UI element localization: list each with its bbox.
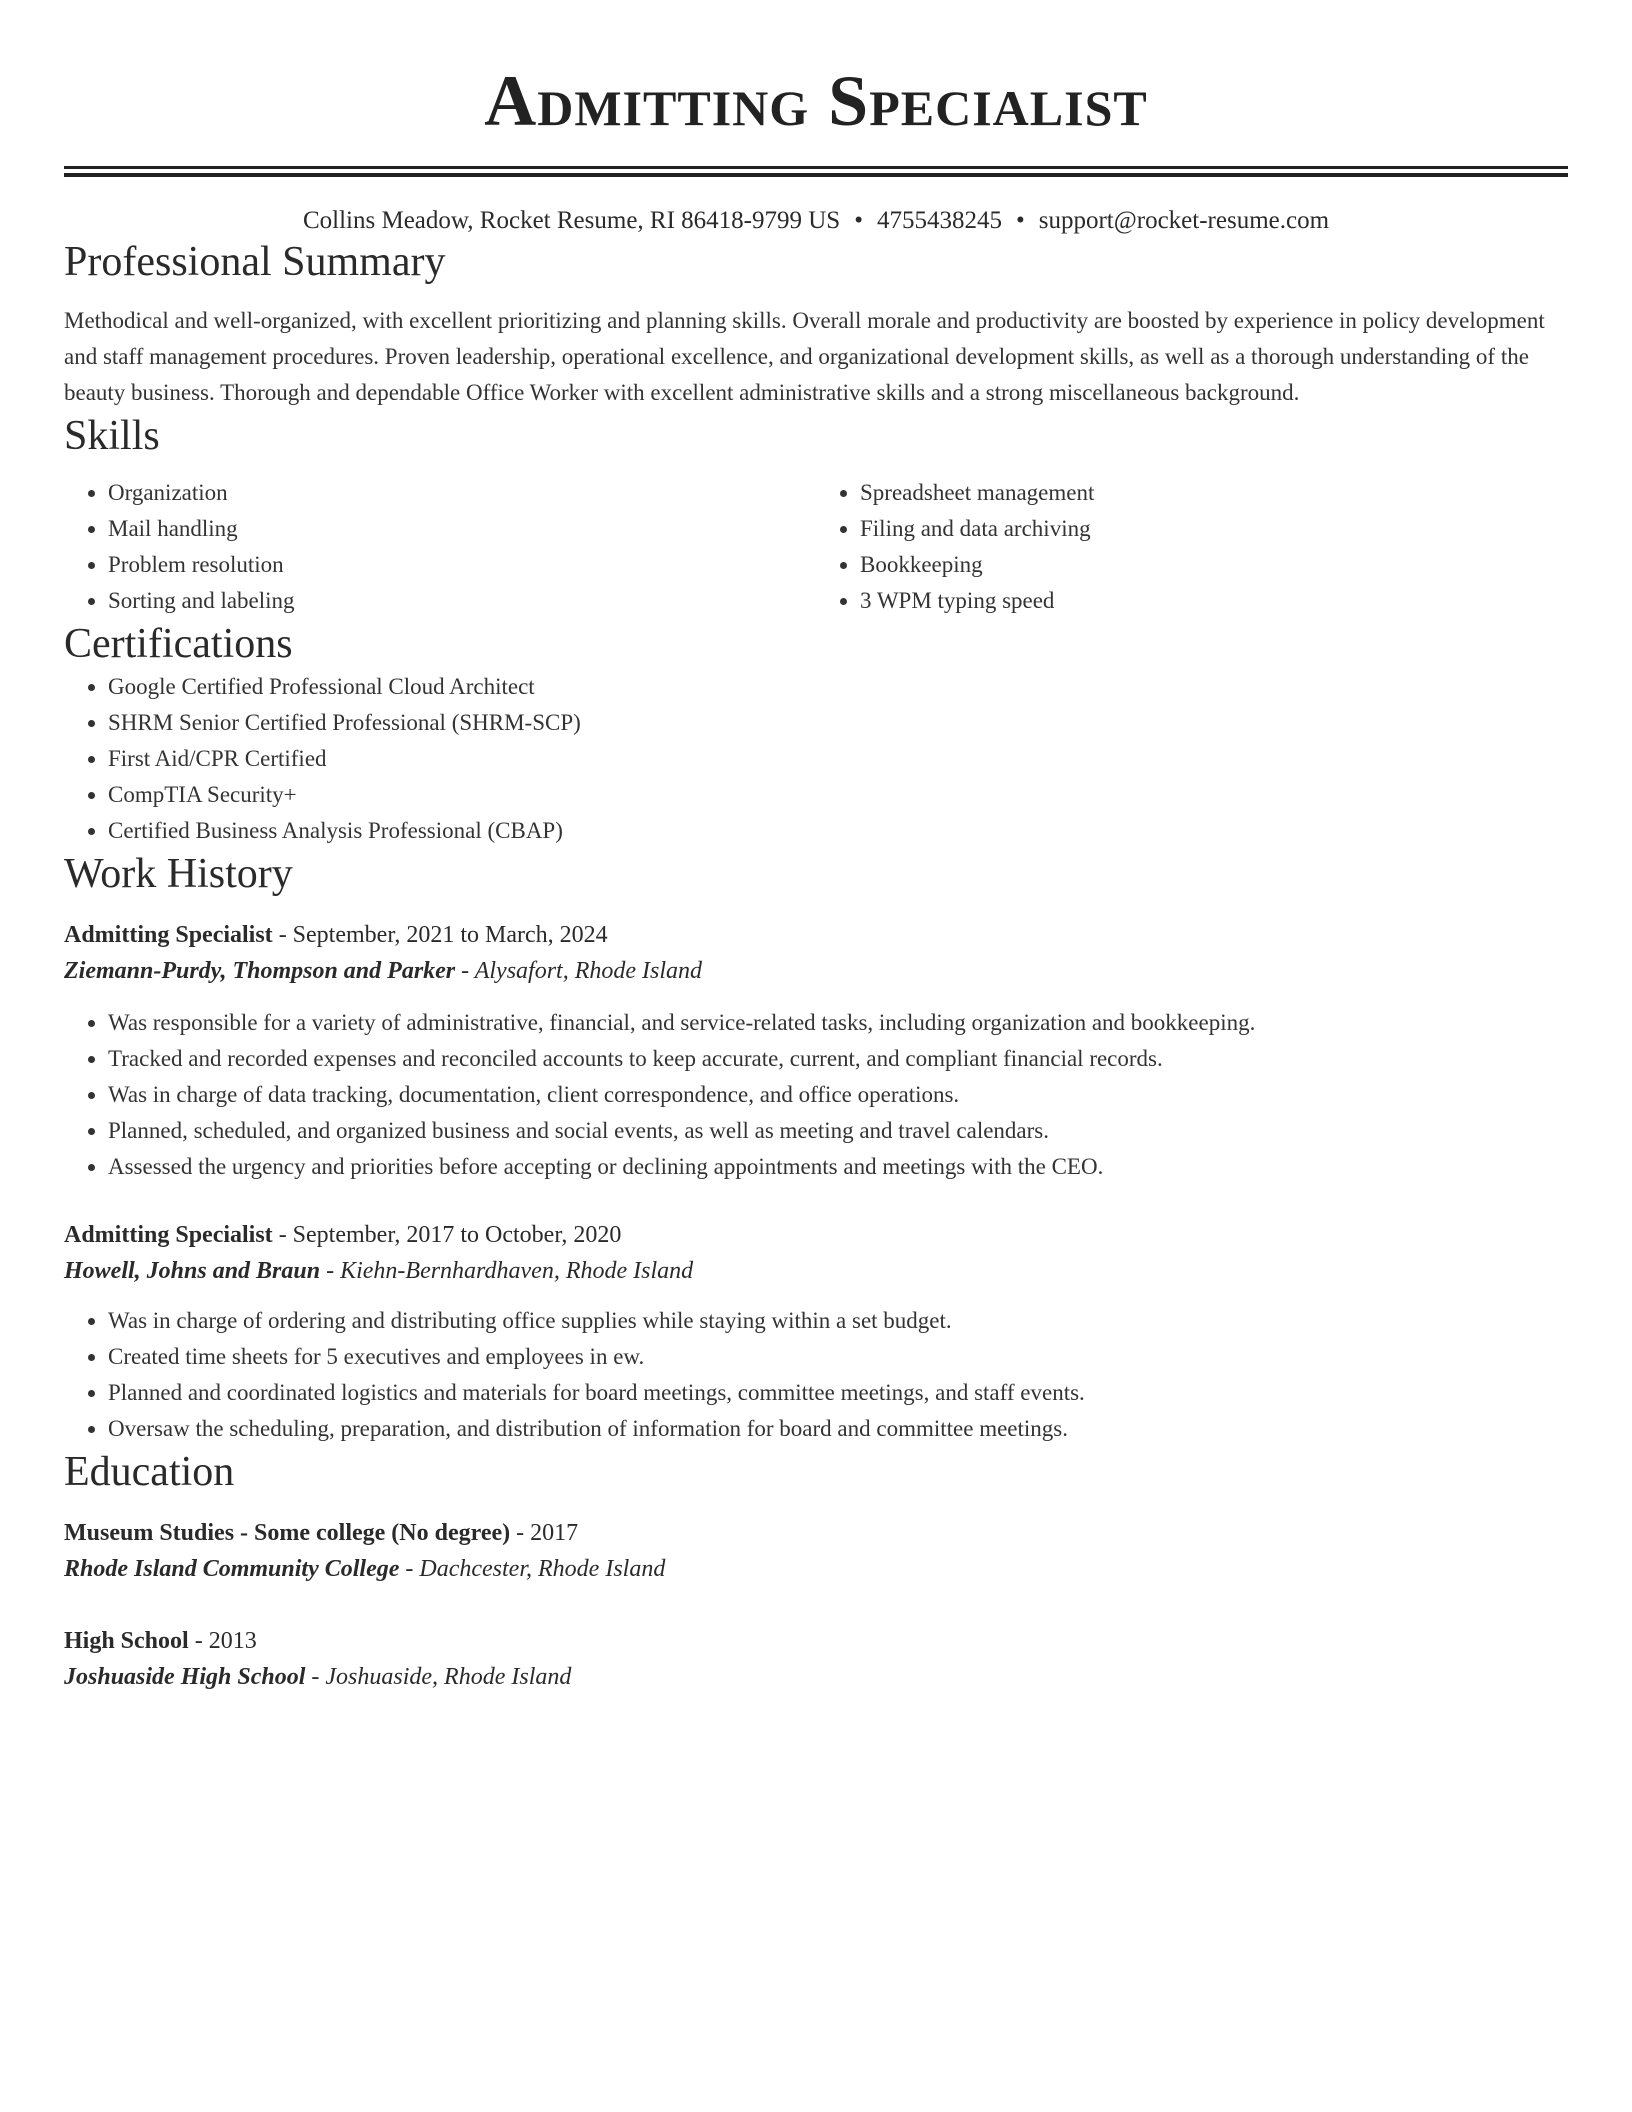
job-duty-item: • Created time sheets for 5 executives and employees in ew. — [108, 1339, 1568, 1375]
certifications-heading: Certifications — [64, 621, 293, 667]
education-degree: High School — [64, 1628, 189, 1654]
job-duty-item: • Was in charge of ordering and distributing office supplies while staying within a set budget. — [108, 1303, 1568, 1339]
certification-item: • Certified Business Analysis Professional (CBAP) — [108, 813, 1568, 849]
job-employer-line — [64, 953, 1568, 989]
contact-email: support@rocket-resume.com — [1038, 207, 1330, 234]
job-location: - Alysafort, Rhode Island — [455, 958, 703, 984]
education-school-line — [64, 1659, 1568, 1695]
job-employer-line — [64, 1253, 1568, 1289]
education-degree: Museum Studies - Some college (No degree) — [64, 1520, 511, 1546]
job-duty-item: • Was in charge of data tracking, documentation, client correspondence, and office operations. — [108, 1077, 1568, 1113]
certification-item: • CompTIA Security+ — [108, 777, 1568, 813]
certification-item: • First Aid/CPR Certified — [108, 741, 1568, 777]
job-role: Admitting Specialist — [64, 1222, 273, 1248]
skill-item: • Problem resolution — [108, 547, 816, 583]
contact-line — [64, 205, 1568, 237]
contact-separator: • — [854, 207, 863, 234]
certifications-list — [64, 669, 1568, 849]
summary-heading: Professional Summary — [64, 239, 446, 285]
job-duty-item: • Oversaw the scheduling, preparation, and distribution of information for board and committee meetings. — [108, 1411, 1568, 1447]
skills-list-left — [64, 475, 816, 619]
work-history-heading: Work History — [64, 851, 293, 897]
education-header — [64, 1623, 1568, 1659]
job-duty-item: • Was responsible for a variety of administrative, financial, and service-related tasks, including organization and bookkeeping. — [108, 1005, 1568, 1041]
skill-item: • Filing and data archiving — [860, 511, 1568, 547]
skill-item: • Mail handling — [108, 511, 816, 547]
job-duties-list — [64, 1005, 1568, 1185]
job-location: - Kiehn-Bernhardhaven, Rhode Island — [320, 1258, 694, 1284]
skill-item: • 3 WPM typing speed — [860, 583, 1568, 619]
certification-item: • SHRM Senior Certified Professional (SHRM-SCP) — [108, 705, 1568, 741]
education-location: - Joshuaside, Rhode Island — [305, 1664, 572, 1690]
education-header — [64, 1515, 1568, 1551]
contact-separator: • — [1015, 207, 1025, 234]
education-entry — [64, 1623, 1568, 1695]
job-company: Ziemann-Purdy, Thompson and Parker — [64, 958, 456, 984]
job-dates: - September, 2017 to October, 2020 — [272, 1222, 622, 1248]
job-duty-item: • Planned and coordinated logistics and materials for board meetings, committee meetings, and staff events. — [108, 1375, 1568, 1411]
education-school: Rhode Island Community College — [64, 1556, 400, 1582]
skill-item: • Bookkeeping — [860, 547, 1568, 583]
education-school-line — [64, 1551, 1568, 1587]
education-heading: Education — [64, 1449, 235, 1495]
skill-item: • Organization — [108, 475, 816, 511]
education-school: Joshuaside High School — [64, 1664, 306, 1690]
resume-title: Admitting Specialist — [484, 61, 1148, 141]
job-duty-item: • Assessed the urgency and priorities before accepting or declining appointments and meetings with the CEO. — [108, 1149, 1568, 1185]
job-duties-list — [64, 1303, 1568, 1447]
job-dates: - September, 2021 to March, 2024 — [272, 922, 608, 948]
job-entry — [64, 1217, 1568, 1447]
title-double-rule — [64, 166, 1568, 177]
job-company: Howell, Johns and Braun — [64, 1258, 321, 1284]
education-year: - 2013 — [188, 1628, 257, 1654]
education-entry — [64, 1515, 1568, 1587]
education-location: - Dachcester, Rhode Island — [399, 1556, 666, 1582]
contact-address: Collins Meadow, Rocket Resume, RI 86418-9799 US — [302, 207, 841, 234]
job-header — [64, 917, 1568, 953]
education-year: - 2017 — [510, 1520, 579, 1546]
skills-heading: Skills — [64, 413, 160, 459]
job-role: Admitting Specialist — [64, 922, 273, 948]
skill-item: • Spreadsheet management — [860, 475, 1568, 511]
contact-phone: 4755438245 — [876, 207, 1002, 234]
summary-paragraph: Methodical and well-organized, with excellent prioritizing and planning skills. Overall morale and productivity are boosted by experience in policy development and staff management procedures. Proven leadership, operational excellence, and organizational development skills, as well as a thorough understanding of the beauty business. Thorough and dependable Office Worker with excellent administrative skills and a strong miscellaneous background. — [64, 308, 1545, 405]
job-duty-item: • Tracked and recorded expenses and reconciled accounts to keep accurate, current, and compliant financial records. — [108, 1041, 1568, 1077]
job-duty-item: • Planned, scheduled, and organized business and social events, as well as meeting and travel calendars. — [108, 1113, 1568, 1149]
certification-item: • Google Certified Professional Cloud Architect — [108, 669, 1568, 705]
skills-list-right — [816, 475, 1568, 619]
skills-columns — [64, 475, 1568, 619]
job-header — [64, 1217, 1568, 1253]
skill-item: • Sorting and labeling — [108, 583, 816, 619]
job-entry — [64, 917, 1568, 1185]
